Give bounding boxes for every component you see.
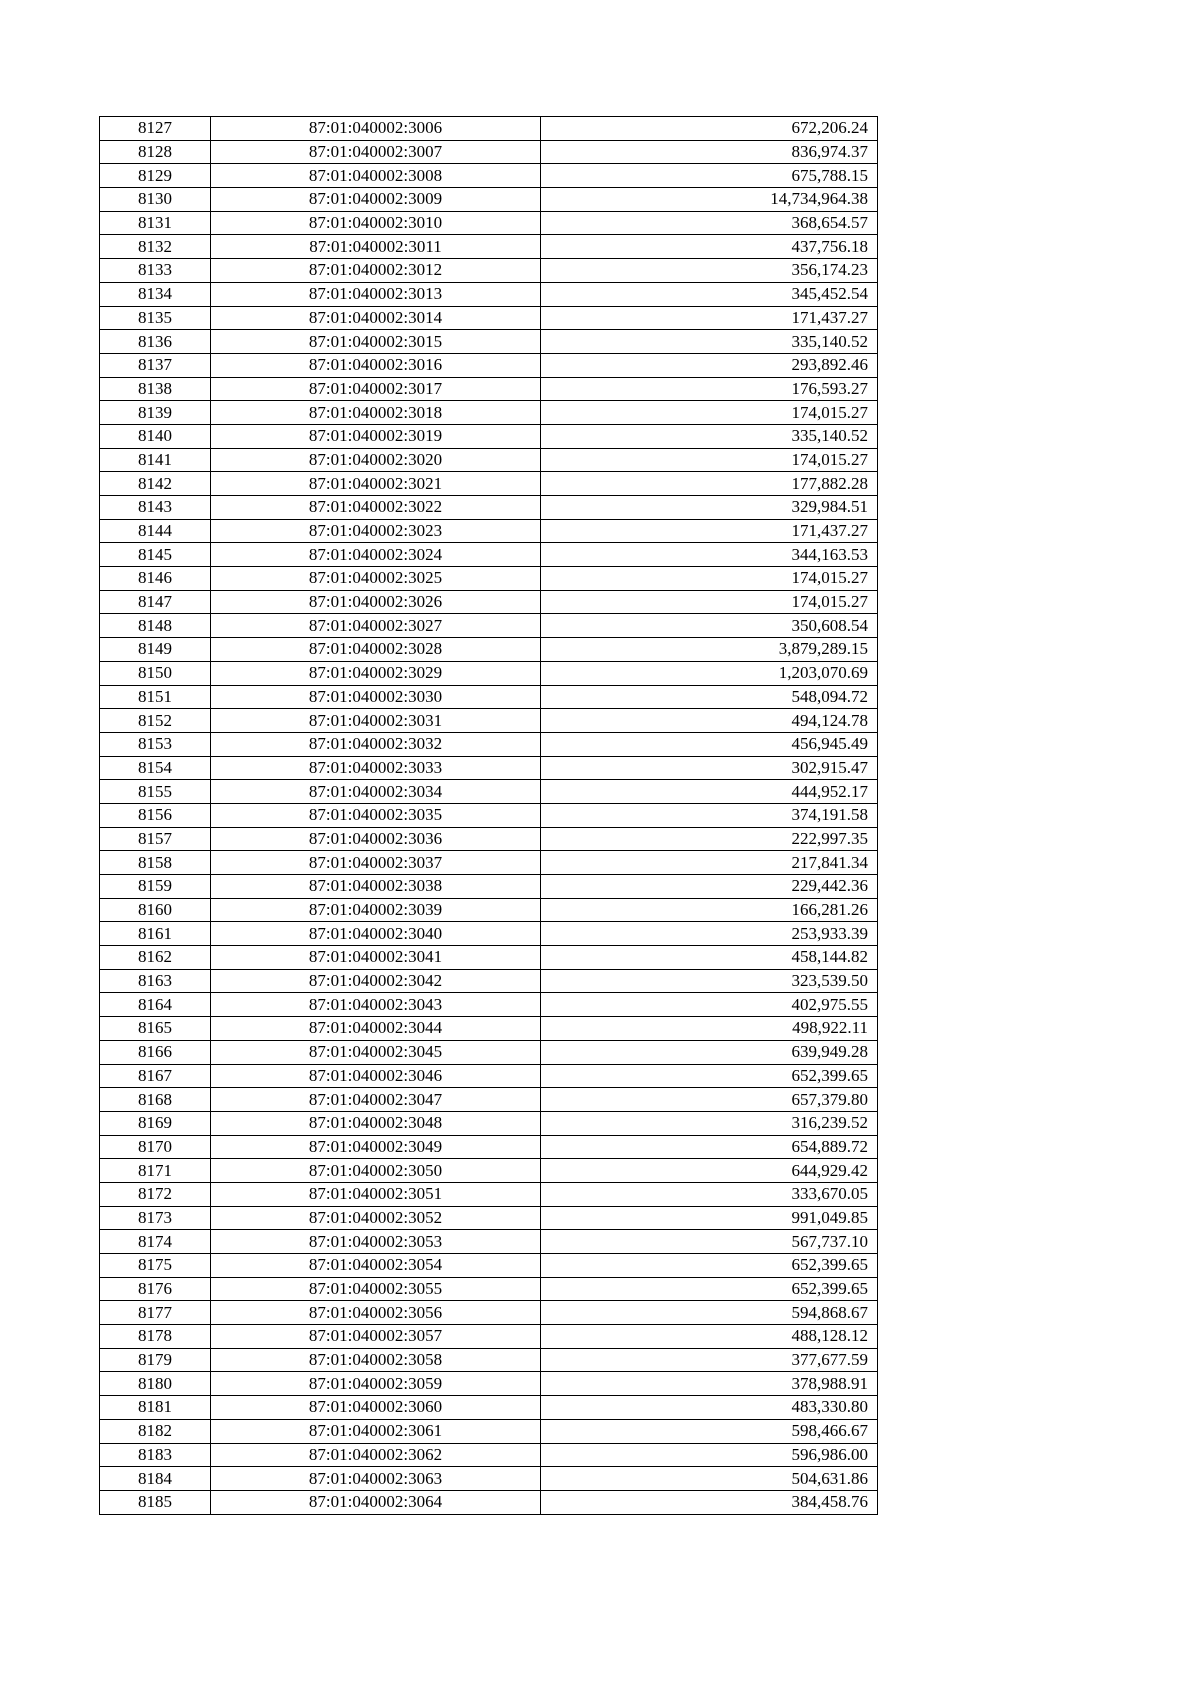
table-row <box>100 1490 878 1514</box>
row-number-cell: 8170 <box>100 1135 211 1159</box>
value-cell: 458,144.82 <box>541 946 878 970</box>
table-row <box>100 1277 878 1301</box>
cadastral-number-cell: 87:01:040002:3030 <box>211 685 541 709</box>
cadastral-number-cell: 87:01:040002:3042 <box>211 969 541 993</box>
table-row <box>100 472 878 496</box>
row-number-cell: 8150 <box>100 661 211 685</box>
cadastral-number-cell: 87:01:040002:3062 <box>211 1443 541 1467</box>
table-row <box>100 211 878 235</box>
value-cell: 176,593.27 <box>541 377 878 401</box>
value-cell: 594,868.67 <box>541 1301 878 1325</box>
table-row <box>100 638 878 662</box>
table-row <box>100 140 878 164</box>
cadastral-number-cell: 87:01:040002:3053 <box>211 1230 541 1254</box>
value-cell: 1,203,070.69 <box>541 661 878 685</box>
value-cell: 350,608.54 <box>541 614 878 638</box>
value-cell: 293,892.46 <box>541 353 878 377</box>
value-cell: 329,984.51 <box>541 496 878 520</box>
table-row <box>100 1111 878 1135</box>
value-cell: 335,140.52 <box>541 424 878 448</box>
row-number-cell: 8185 <box>100 1490 211 1514</box>
cadastral-number-cell: 87:01:040002:3048 <box>211 1111 541 1135</box>
table-row <box>100 875 878 899</box>
table-row <box>100 1443 878 1467</box>
value-cell: 174,015.27 <box>541 590 878 614</box>
row-number-cell: 8152 <box>100 709 211 733</box>
table-row <box>100 448 878 472</box>
value-cell: 374,191.58 <box>541 803 878 827</box>
row-number-cell: 8183 <box>100 1443 211 1467</box>
table-row <box>100 567 878 591</box>
table-row <box>100 1088 878 1112</box>
cadastral-number-cell: 87:01:040002:3044 <box>211 1017 541 1041</box>
table-row <box>100 969 878 993</box>
table-row <box>100 353 878 377</box>
cadastral-number-cell: 87:01:040002:3058 <box>211 1348 541 1372</box>
table-row <box>100 1301 878 1325</box>
value-cell: 437,756.18 <box>541 235 878 259</box>
value-cell: 378,988.91 <box>541 1372 878 1396</box>
cadastral-number-cell: 87:01:040002:3059 <box>211 1372 541 1396</box>
row-number-cell: 8167 <box>100 1064 211 1088</box>
row-number-cell: 8171 <box>100 1159 211 1183</box>
value-cell: 166,281.26 <box>541 898 878 922</box>
cadastral-number-cell: 87:01:040002:3031 <box>211 709 541 733</box>
cadastral-number-cell: 87:01:040002:3034 <box>211 780 541 804</box>
row-number-cell: 8161 <box>100 922 211 946</box>
table-row <box>100 1419 878 1443</box>
cadastral-number-cell: 87:01:040002:3047 <box>211 1088 541 1112</box>
table-row <box>100 1182 878 1206</box>
value-cell: 323,539.50 <box>541 969 878 993</box>
cadastral-number-cell: 87:01:040002:3015 <box>211 330 541 354</box>
cadastral-number-cell: 87:01:040002:3023 <box>211 519 541 543</box>
row-number-cell: 8181 <box>100 1396 211 1420</box>
value-cell: 596,986.00 <box>541 1443 878 1467</box>
cadastral-number-cell: 87:01:040002:3006 <box>211 117 541 141</box>
row-number-cell: 8133 <box>100 259 211 283</box>
row-number-cell: 8153 <box>100 732 211 756</box>
cadastral-number-cell: 87:01:040002:3007 <box>211 140 541 164</box>
cadastral-number-cell: 87:01:040002:3052 <box>211 1206 541 1230</box>
table-row <box>100 377 878 401</box>
row-number-cell: 8164 <box>100 993 211 1017</box>
value-cell: 675,788.15 <box>541 164 878 188</box>
table-row <box>100 756 878 780</box>
row-number-cell: 8162 <box>100 946 211 970</box>
row-number-cell: 8184 <box>100 1467 211 1491</box>
cadastral-number-cell: 87:01:040002:3019 <box>211 424 541 448</box>
value-cell: 384,458.76 <box>541 1490 878 1514</box>
table-row <box>100 1017 878 1041</box>
value-cell: 483,330.80 <box>541 1396 878 1420</box>
cadastral-number-cell: 87:01:040002:3029 <box>211 661 541 685</box>
value-cell: 377,677.59 <box>541 1348 878 1372</box>
table-row <box>100 803 878 827</box>
row-number-cell: 8165 <box>100 1017 211 1041</box>
table-row <box>100 827 878 851</box>
value-cell: 3,879,289.15 <box>541 638 878 662</box>
cadastral-value-table <box>99 116 878 1515</box>
value-cell: 345,452.54 <box>541 282 878 306</box>
value-cell: 402,975.55 <box>541 993 878 1017</box>
row-number-cell: 8141 <box>100 448 211 472</box>
row-number-cell: 8173 <box>100 1206 211 1230</box>
row-number-cell: 8135 <box>100 306 211 330</box>
cadastral-number-cell: 87:01:040002:3061 <box>211 1419 541 1443</box>
value-cell: 598,466.67 <box>541 1419 878 1443</box>
value-cell: 222,997.35 <box>541 827 878 851</box>
cadastral-number-cell: 87:01:040002:3025 <box>211 567 541 591</box>
table-row <box>100 1159 878 1183</box>
table-row <box>100 330 878 354</box>
cadastral-number-cell: 87:01:040002:3064 <box>211 1490 541 1514</box>
table-row <box>100 614 878 638</box>
cadastral-number-cell: 87:01:040002:3017 <box>211 377 541 401</box>
cadastral-number-cell: 87:01:040002:3041 <box>211 946 541 970</box>
table-row <box>100 282 878 306</box>
table-body <box>100 117 878 1515</box>
row-number-cell: 8175 <box>100 1254 211 1278</box>
cadastral-number-cell: 87:01:040002:3039 <box>211 898 541 922</box>
table-row <box>100 1254 878 1278</box>
cadastral-number-cell: 87:01:040002:3022 <box>211 496 541 520</box>
table-row <box>100 1325 878 1349</box>
value-cell: 652,399.65 <box>541 1064 878 1088</box>
cadastral-number-cell: 87:01:040002:3016 <box>211 353 541 377</box>
row-number-cell: 8180 <box>100 1372 211 1396</box>
row-number-cell: 8144 <box>100 519 211 543</box>
row-number-cell: 8148 <box>100 614 211 638</box>
value-cell: 444,952.17 <box>541 780 878 804</box>
row-number-cell: 8177 <box>100 1301 211 1325</box>
cadastral-number-cell: 87:01:040002:3057 <box>211 1325 541 1349</box>
row-number-cell: 8158 <box>100 851 211 875</box>
cadastral-number-cell: 87:01:040002:3014 <box>211 306 541 330</box>
value-cell: 488,128.12 <box>541 1325 878 1349</box>
table-row <box>100 519 878 543</box>
table-row <box>100 1467 878 1491</box>
cadastral-number-cell: 87:01:040002:3032 <box>211 732 541 756</box>
cadastral-number-cell: 87:01:040002:3013 <box>211 282 541 306</box>
value-cell: 652,399.65 <box>541 1277 878 1301</box>
table-row <box>100 1230 878 1254</box>
table-row <box>100 685 878 709</box>
row-number-cell: 8147 <box>100 590 211 614</box>
row-number-cell: 8137 <box>100 353 211 377</box>
row-number-cell: 8145 <box>100 543 211 567</box>
row-number-cell: 8163 <box>100 969 211 993</box>
table-row <box>100 306 878 330</box>
cadastral-number-cell: 87:01:040002:3038 <box>211 875 541 899</box>
cadastral-number-cell: 87:01:040002:3063 <box>211 1467 541 1491</box>
value-cell: 253,933.39 <box>541 922 878 946</box>
value-cell: 335,140.52 <box>541 330 878 354</box>
cadastral-number-cell: 87:01:040002:3046 <box>211 1064 541 1088</box>
table-row <box>100 117 878 141</box>
row-number-cell: 8176 <box>100 1277 211 1301</box>
value-cell: 644,929.42 <box>541 1159 878 1183</box>
table-row <box>100 780 878 804</box>
value-cell: 316,239.52 <box>541 1111 878 1135</box>
row-number-cell: 8128 <box>100 140 211 164</box>
value-cell: 177,882.28 <box>541 472 878 496</box>
value-cell: 171,437.27 <box>541 306 878 330</box>
cadastral-number-cell: 87:01:040002:3008 <box>211 164 541 188</box>
row-number-cell: 8146 <box>100 567 211 591</box>
value-cell: 229,442.36 <box>541 875 878 899</box>
cadastral-number-cell: 87:01:040002:3037 <box>211 851 541 875</box>
cadastral-number-cell: 87:01:040002:3020 <box>211 448 541 472</box>
cadastral-number-cell: 87:01:040002:3043 <box>211 993 541 1017</box>
value-cell: 504,631.86 <box>541 1467 878 1491</box>
value-cell: 657,379.80 <box>541 1088 878 1112</box>
row-number-cell: 8132 <box>100 235 211 259</box>
table-row <box>100 946 878 970</box>
table-row <box>100 1064 878 1088</box>
cadastral-number-cell: 87:01:040002:3054 <box>211 1254 541 1278</box>
row-number-cell: 8138 <box>100 377 211 401</box>
row-number-cell: 8154 <box>100 756 211 780</box>
value-cell: 171,437.27 <box>541 519 878 543</box>
table-row <box>100 898 878 922</box>
table-row <box>100 1040 878 1064</box>
row-number-cell: 8140 <box>100 424 211 448</box>
cadastral-number-cell: 87:01:040002:3056 <box>211 1301 541 1325</box>
cadastral-number-cell: 87:01:040002:3018 <box>211 401 541 425</box>
row-number-cell: 8129 <box>100 164 211 188</box>
value-cell: 14,734,964.38 <box>541 188 878 212</box>
table-row <box>100 922 878 946</box>
table-row <box>100 590 878 614</box>
cadastral-number-cell: 87:01:040002:3009 <box>211 188 541 212</box>
value-cell: 494,124.78 <box>541 709 878 733</box>
value-cell: 991,049.85 <box>541 1206 878 1230</box>
cadastral-number-cell: 87:01:040002:3024 <box>211 543 541 567</box>
row-number-cell: 8130 <box>100 188 211 212</box>
cadastral-number-cell: 87:01:040002:3027 <box>211 614 541 638</box>
row-number-cell: 8155 <box>100 780 211 804</box>
value-cell: 456,945.49 <box>541 732 878 756</box>
table-row <box>100 993 878 1017</box>
cadastral-number-cell: 87:01:040002:3050 <box>211 1159 541 1183</box>
value-cell: 672,206.24 <box>541 117 878 141</box>
row-number-cell: 8172 <box>100 1182 211 1206</box>
value-cell: 344,163.53 <box>541 543 878 567</box>
cadastral-number-cell: 87:01:040002:3055 <box>211 1277 541 1301</box>
row-number-cell: 8168 <box>100 1088 211 1112</box>
row-number-cell: 8134 <box>100 282 211 306</box>
cadastral-number-cell: 87:01:040002:3026 <box>211 590 541 614</box>
cadastral-number-cell: 87:01:040002:3011 <box>211 235 541 259</box>
table-row <box>100 851 878 875</box>
cadastral-number-cell: 87:01:040002:3049 <box>211 1135 541 1159</box>
value-cell: 654,889.72 <box>541 1135 878 1159</box>
value-cell: 368,654.57 <box>541 211 878 235</box>
cadastral-number-cell: 87:01:040002:3040 <box>211 922 541 946</box>
row-number-cell: 8156 <box>100 803 211 827</box>
row-number-cell: 8151 <box>100 685 211 709</box>
row-number-cell: 8149 <box>100 638 211 662</box>
cadastral-number-cell: 87:01:040002:3051 <box>211 1182 541 1206</box>
value-cell: 548,094.72 <box>541 685 878 709</box>
value-cell: 639,949.28 <box>541 1040 878 1064</box>
table-row <box>100 1135 878 1159</box>
value-cell: 174,015.27 <box>541 567 878 591</box>
value-cell: 302,915.47 <box>541 756 878 780</box>
value-cell: 498,922.11 <box>541 1017 878 1041</box>
value-cell: 333,670.05 <box>541 1182 878 1206</box>
table-row <box>100 1396 878 1420</box>
value-cell: 567,737.10 <box>541 1230 878 1254</box>
row-number-cell: 8142 <box>100 472 211 496</box>
row-number-cell: 8139 <box>100 401 211 425</box>
row-number-cell: 8182 <box>100 1419 211 1443</box>
cadastral-number-cell: 87:01:040002:3021 <box>211 472 541 496</box>
value-cell: 836,974.37 <box>541 140 878 164</box>
row-number-cell: 8169 <box>100 1111 211 1135</box>
table-row <box>100 235 878 259</box>
row-number-cell: 8178 <box>100 1325 211 1349</box>
row-number-cell: 8131 <box>100 211 211 235</box>
cadastral-number-cell: 87:01:040002:3010 <box>211 211 541 235</box>
row-number-cell: 8157 <box>100 827 211 851</box>
table-row <box>100 543 878 567</box>
cadastral-number-cell: 87:01:040002:3035 <box>211 803 541 827</box>
row-number-cell: 8174 <box>100 1230 211 1254</box>
value-cell: 217,841.34 <box>541 851 878 875</box>
table-row <box>100 1348 878 1372</box>
cadastral-number-cell: 87:01:040002:3033 <box>211 756 541 780</box>
row-number-cell: 8159 <box>100 875 211 899</box>
table-row <box>100 496 878 520</box>
table-row <box>100 709 878 733</box>
cadastral-number-cell: 87:01:040002:3060 <box>211 1396 541 1420</box>
cadastral-number-cell: 87:01:040002:3045 <box>211 1040 541 1064</box>
row-number-cell: 8166 <box>100 1040 211 1064</box>
cadastral-number-cell: 87:01:040002:3036 <box>211 827 541 851</box>
row-number-cell: 8160 <box>100 898 211 922</box>
table-row <box>100 1206 878 1230</box>
row-number-cell: 8136 <box>100 330 211 354</box>
cadastral-number-cell: 87:01:040002:3028 <box>211 638 541 662</box>
value-cell: 356,174.23 <box>541 259 878 283</box>
table-row <box>100 188 878 212</box>
table-row <box>100 1372 878 1396</box>
value-cell: 652,399.65 <box>541 1254 878 1278</box>
value-cell: 174,015.27 <box>541 401 878 425</box>
table-row <box>100 164 878 188</box>
table-row <box>100 401 878 425</box>
row-number-cell: 8127 <box>100 117 211 141</box>
row-number-cell: 8143 <box>100 496 211 520</box>
table-row <box>100 661 878 685</box>
table-row <box>100 259 878 283</box>
value-cell: 174,015.27 <box>541 448 878 472</box>
table-row <box>100 424 878 448</box>
cadastral-number-cell: 87:01:040002:3012 <box>211 259 541 283</box>
row-number-cell: 8179 <box>100 1348 211 1372</box>
table-row <box>100 732 878 756</box>
